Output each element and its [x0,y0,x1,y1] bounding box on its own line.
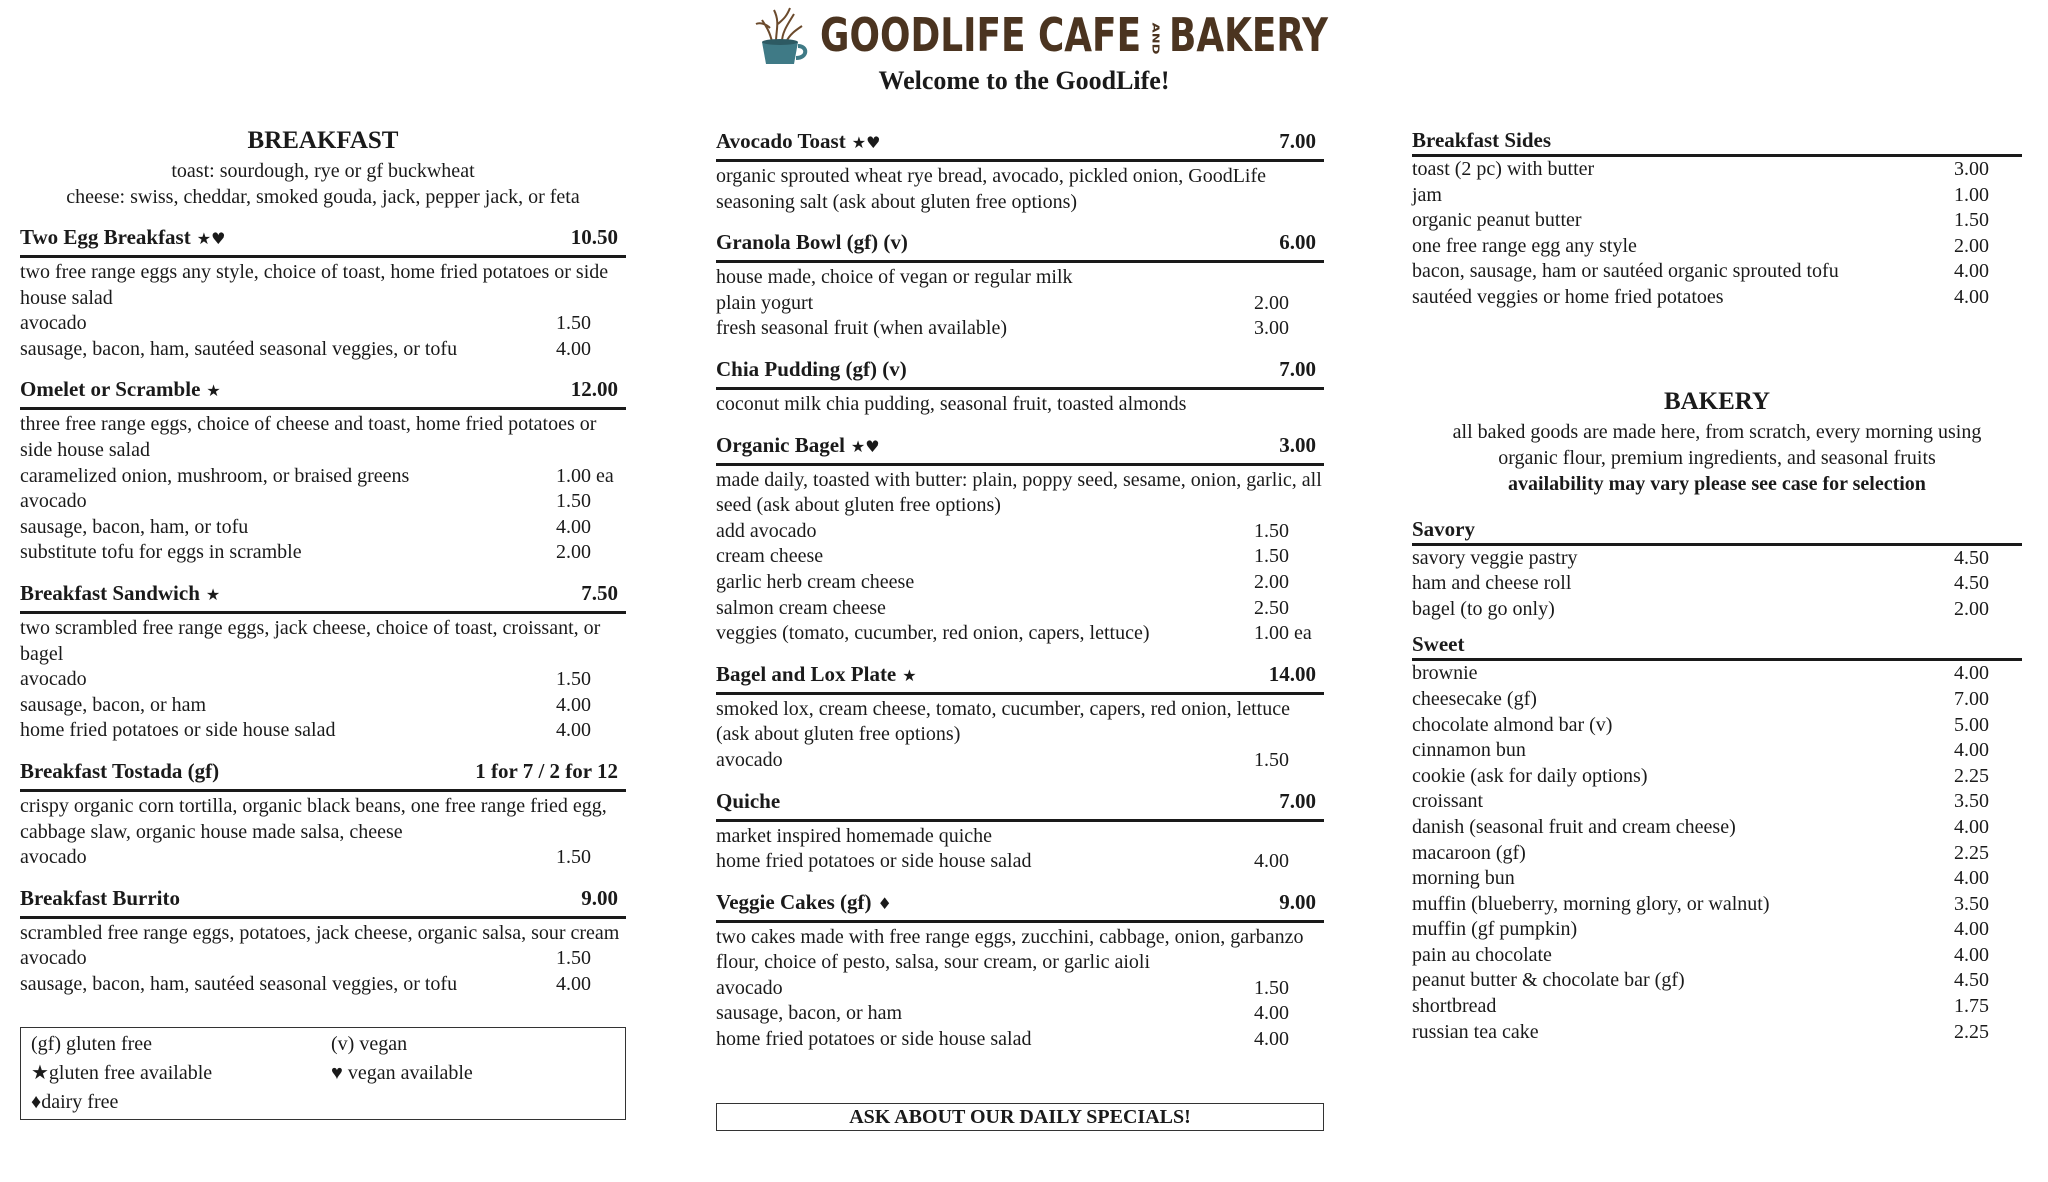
addon-label: home fried potatoes or side house salad [716,1028,1032,1051]
addon-price: 1.00 ea [1254,622,1312,645]
menu-item-diet-marks: ♦ [877,893,892,913]
menu-addon-row [716,1027,1324,1053]
sweet-row [1412,687,2022,713]
addon-label: avocado [20,490,87,513]
breakfast-note-cheese: cheese: swiss, cheddar, smoked gouda, jack, pepper jack, or feta [66,186,580,208]
menu-item-price: 7.50 [581,580,618,605]
middle-items [716,126,1324,1053]
menu-item-price: 7.00 [1279,129,1316,153]
sweet-row [1412,661,2022,687]
side-row-price: 1.50 [1954,209,1989,232]
menu-item-title [716,126,880,158]
legend-gluten-free-available: ★gluten free available [31,1062,213,1085]
sweet-title: Sweet [1412,630,2022,661]
addon-price: 4.00 [556,337,591,360]
menu-item-description: two scrambled free range eggs, jack cheese, choice of toast, croissant, or bagel [20,616,601,665]
addon-label: sausage, bacon, or ham [20,693,207,716]
sweet-row [1412,789,2022,815]
savory-row [1412,571,2022,597]
daily-specials-banner: ASK ABOUT OUR DAILY SPECIALS! [716,1103,1324,1131]
addon-price: 1.50 [1254,545,1289,568]
menu-item-description: two cakes made with free range eggs, zucchini, cabbage, onion, garbanzo flour, choice of pesto, salsa, sour cream, or garlic aioli [716,925,1304,974]
sweet-row-label: cheesecake (gf) [1412,687,1537,710]
menu-item-diet-marks: ★♥ [851,133,881,152]
sweet-row [1412,1020,2022,1046]
menu-addon-row [20,845,626,871]
side-row-label: jam [1412,183,1442,206]
side-row [1412,183,2022,209]
bakery-note-availability: availability may vary please see case for selection [1508,472,1926,495]
addon-price: 2.00 [556,541,591,564]
sweet-list [1412,661,2022,1045]
menu-item-name: Omelet or Scramble [20,377,201,402]
sweet-row-label: croissant [1412,790,1484,813]
menu-item-header [716,227,1324,263]
sweet-row-price: 4.00 [1954,867,1989,890]
menu-item-title [716,354,913,386]
legend-vegan: (v) vegan [331,1033,408,1056]
side-row-label: bacon, sausage, ham or sautéed organic sprouted tofu [1412,260,1839,283]
logo-text-bakery: BAKERY [1168,8,1329,62]
menu-addon-row [716,596,1324,622]
side-row-label: one free range egg any style [1412,234,1637,257]
sweet-row-label: brownie [1412,662,1478,685]
addon-label: avocado [20,312,87,335]
menu-item-name: Granola Bowl (gf) (v) [716,230,908,255]
menu-item-price: 1 for 7 / 2 for 12 [475,758,618,783]
menu-addon-row [716,621,1324,647]
legend-vegan-available: ♥ vegan available [331,1062,473,1085]
menu-item-description: two free range eggs any style, choice of toast, home fried potatoes or side house salad [20,261,609,309]
addon-label: sausage, bacon, ham, sautéed seasonal veggies, or tofu [20,972,458,995]
menu-item-name: Quiche [716,788,781,813]
addon-label: plain yogurt [716,291,814,314]
legend-gluten-free: (gf) gluten free [31,1033,153,1056]
menu-item [20,883,626,998]
addon-price: 1.00 ea [556,464,614,487]
sweet-row [1412,917,2022,943]
side-row [1412,285,2022,311]
menu-item-description: market inspired homemade quiche [716,824,993,847]
middle-column [716,126,1324,1131]
sweet-row-price: 5.00 [1954,713,1989,736]
menu-item-header [716,126,1324,162]
menu-item [20,756,626,871]
addon-price: 1.50 [1254,976,1289,999]
addon-price: 4.00 [556,515,591,538]
menu-item-header [20,883,626,919]
bakery-note-2: organic flour, premium ingredients, and seasonal fruits [1498,446,1936,469]
menu-item-price: 10.50 [570,225,618,249]
menu-item-name: Organic Bagel [716,432,845,457]
sweet-row [1412,866,2022,892]
menu-item [716,430,1324,647]
side-row [1412,208,2022,234]
sweet-row-price: 2.25 [1954,1020,1989,1043]
menu-item-header [716,887,1324,923]
sweet-row-label: russian tea cake [1412,1020,1539,1043]
addon-price: 1.50 [1254,748,1289,771]
side-row [1412,234,2022,260]
menu-addon-row [20,311,626,337]
addon-price: 2.00 [1254,570,1289,593]
legend-box [20,1027,626,1120]
menu-item-diet-marks: ★♥ [850,436,880,456]
sweet-row-price: 4.00 [1954,943,1989,966]
logo-wordmark [820,8,1329,62]
addon-price: 2.00 [1254,291,1289,314]
menu-item-name: Bagel and Lox Plate [716,661,897,686]
menu-item-header [716,786,1324,822]
sweet-row-price: 2.25 [1954,764,1989,787]
menu-item-header [716,354,1324,390]
menu-addon-row [716,316,1324,342]
sweet-row-price: 3.50 [1954,892,1989,915]
side-row [1412,259,2022,285]
menu-item-name: Two Egg Breakfast [20,225,191,249]
savory-title: Savory [1412,515,2022,546]
menu-addon-row [20,718,626,744]
menu-item [716,126,1324,215]
sweet-row-label: chocolate almond bar (v) [1412,713,1613,736]
side-row-price: 2.00 [1954,234,1989,257]
breakfast-note-toast: toast: sourdough, rye or gf buckwheat [171,160,475,182]
menu-item-description: three free range eggs, choice of cheese and toast, home fried potatoes or side house salad [20,413,597,461]
menu-item [716,786,1324,875]
addon-label: avocado [716,748,783,771]
menu-addon-row [716,291,1324,317]
legend-dairy-free: ♦dairy free [31,1091,119,1114]
menu-item-diet-marks: ★♥ [196,229,226,248]
menu-item-title [20,756,225,788]
menu-item-title [716,430,880,462]
sweet-row [1412,764,2022,790]
menu-item [20,578,626,744]
addon-label: avocado [20,846,87,869]
menu-addon-row [20,337,626,363]
menu-item-description: smoked lox, cream cheese, tomato, cucumber, capers, red onion, lettuce (ask about gluten free options) [716,697,1290,746]
sweet-row [1412,994,2022,1020]
menu-item-price: 3.00 [1279,432,1316,457]
sweet-row [1412,943,2022,969]
menu-item-title [716,227,914,259]
savory-row [1412,546,2022,572]
menu-item-name: Veggie Cakes (gf) [716,889,872,914]
addon-label: veggies (tomato, cucumber, red onion, capers, lettuce) [716,622,1150,645]
sweet-row-label: muffin (blueberry, morning glory, or walnut) [1412,892,1770,915]
coffee-cup-icon [752,2,814,68]
menu-item-header [20,578,626,614]
menu-item-name: Breakfast Tostada (gf) [20,758,220,783]
menu-addon-row [716,570,1324,596]
savory-row-price: 4.50 [1954,572,1989,595]
sweet-row-label: cookie (ask for daily options) [1412,764,1648,787]
cafe-logo [752,0,1329,70]
addon-label: avocado [20,947,87,970]
sweet-row [1412,968,2022,994]
addon-price: 1.50 [556,312,591,335]
side-row-label: toast (2 pc) with butter [1412,158,1595,180]
menu-item-price: 12.00 [570,377,618,402]
sweet-row-label: danish (seasonal fruit and cream cheese) [1412,815,1736,838]
menu-addon-row [716,544,1324,570]
sweet-row-price: 3.50 [1954,790,1989,813]
addon-price: 1.50 [556,668,591,691]
side-row-price: 3.00 [1954,158,1989,180]
addon-price: 2.50 [1254,596,1289,619]
menu-item-price: 6.00 [1279,230,1316,255]
sweet-row-price: 2.25 [1954,841,1989,864]
menu-addon-row [716,1001,1324,1027]
menu-addon-row [20,540,626,566]
breakfast-sides-title: Breakfast Sides [1412,126,2022,157]
addon-price: 1.50 [556,490,591,513]
sweet-row-price: 4.00 [1954,815,1989,838]
sweet-row-price: 4.00 [1954,918,1989,941]
breakfast-sides-list [1412,157,2022,311]
menu-item-diet-marks: ★ [205,584,221,604]
addon-label: add avocado [716,519,817,542]
sweet-row-label: cinnamon bun [1412,739,1526,762]
bakery-note-1: all baked goods are made here, from scratch, every morning using [1452,420,1982,443]
sweet-row [1412,815,2022,841]
menu-item-title [20,883,186,915]
menu-addon-row [20,489,626,515]
addon-price: 4.00 [1254,850,1289,873]
addon-label: home fried potatoes or side house salad [716,850,1032,873]
menu-item-title [20,578,220,610]
addon-label: avocado [716,976,783,999]
sweet-row-label: peanut butter & chocolate bar (gf) [1412,969,1685,992]
menu-item-description: organic sprouted wheat rye bread, avocado, pickled onion, GoodLife seasoning salt (ask about gluten free options) [716,165,1266,213]
side-row-price: 4.00 [1954,285,1989,308]
breakfast-column [20,126,626,1120]
side-row-label: sautéed veggies or home fried potatoes [1412,285,1724,308]
savory-row-label: savory veggie pastry [1412,546,1578,569]
addon-price: 4.00 [1254,1002,1289,1025]
sweet-row-price: 4.50 [1954,969,1989,992]
menu-addon-row [716,748,1324,774]
menu-item-description: made daily, toasted with butter: plain, poppy seed, sesame, onion, garlic, all seed (ask about gluten free options) [716,468,1322,517]
addon-label: caramelized onion, mushroom, or braised greens [20,464,410,487]
menu-item-title [20,222,225,254]
side-row-label: organic peanut butter [1412,209,1582,232]
savory-row-price: 2.00 [1954,597,1989,620]
logo-text: GOODLIFE CAFE [820,8,1142,62]
menu-addon-row [716,976,1324,1002]
savory-row-price: 4.50 [1954,546,1989,569]
menu-item-price: 7.00 [1279,356,1316,381]
sweet-row-label: muffin (gf pumpkin) [1412,918,1578,941]
addon-label: garlic herb cream cheese [716,570,915,593]
welcome-heading: Welcome to the GoodLife! [878,66,1170,95]
menu-addon-row [20,515,626,541]
breakfast-title: BREAKFAST [247,127,399,154]
sweet-row-price: 7.00 [1954,687,1989,710]
addon-label: home fried potatoes or side house salad [20,719,336,742]
addon-price: 4.00 [1254,1028,1289,1051]
addon-label: salmon cream cheese [716,596,886,619]
addon-label: sausage, bacon, ham, or tofu [20,515,249,538]
savory-row [1412,597,2022,623]
breakfast-items [20,222,626,997]
side-row [1412,157,2022,183]
savory-list [1412,546,2022,623]
menu-item-price: 9.00 [581,885,618,910]
addon-price: 4.00 [556,972,591,995]
menu-addon-row [716,849,1324,875]
menu-item [20,222,626,362]
menu-item-name: Breakfast Sandwich [20,580,200,605]
menu-item-title [716,786,786,818]
sweet-row-label: morning bun [1412,867,1515,890]
menu-item [716,227,1324,342]
menu-item [716,887,1324,1053]
addon-price: 3.00 [1254,317,1289,340]
menu-item-header [716,430,1324,466]
sweet-row-label: shortbread [1412,995,1497,1018]
menu-addon-row [20,972,626,998]
menu-item-description: coconut milk chia pudding, seasonal fruit, toasted almonds [716,392,1187,415]
menu-item [716,659,1324,774]
addon-price: 4.00 [556,693,591,716]
savory-row-label: ham and cheese roll [1412,572,1572,595]
menu-item-diet-marks: ★ [206,381,221,401]
right-column [1412,126,2022,1045]
menu-item-header [20,756,626,792]
menu-item-description: crispy organic corn tortilla, organic black beans, one free range fried egg, cabbage slaw, organic house made salsa, cheese [20,794,607,843]
addon-label: avocado [20,668,87,691]
addon-price: 1.50 [556,846,591,869]
sweet-row-price: 1.75 [1954,995,1989,1018]
sweet-row-label: macaroon (gf) [1412,841,1526,864]
menu-addon-row [20,667,626,693]
side-row-price: 4.00 [1954,260,1989,283]
menu-item-header [716,659,1324,695]
menu-item-name: Breakfast Burrito [20,885,181,910]
menu-item-name: Avocado Toast [716,129,846,153]
addon-price: 4.00 [556,719,591,742]
sweet-row-label: pain au chocolate [1412,943,1552,966]
menu-addon-row [716,519,1324,545]
side-row-price: 1.00 [1954,183,1989,206]
sweet-row [1412,713,2022,739]
menu-item-diet-marks: ★ [902,665,917,685]
menu-item-title [20,374,221,406]
sweet-row-price: 4.00 [1954,739,1989,762]
menu-item-price: 7.00 [1279,788,1316,813]
menu-item-price: 9.00 [1279,889,1316,914]
menu-addon-row [20,946,626,972]
sweet-row [1412,892,2022,918]
menu-item-header [20,222,626,258]
addon-label: sausage, bacon, ham, sautéed seasonal veggies, or tofu [20,337,458,360]
menu-item-price: 14.00 [1268,661,1316,686]
addon-label: cream cheese [716,545,824,568]
addon-price: 1.50 [1254,519,1289,542]
menu-addon-row [20,464,626,490]
sweet-row-price: 4.00 [1954,662,1989,685]
menu-item-name: Chia Pudding (gf) (v) [716,356,907,381]
sweet-row [1412,738,2022,764]
menu-item [716,354,1324,418]
savory-row-label: bagel (to go only) [1412,597,1555,620]
menu-item [20,374,626,566]
logo-and: AND [1149,22,1161,55]
menu-item-description: house made, choice of vegan or regular milk [716,266,1073,289]
menu-item-header [20,374,626,410]
sweet-row [1412,841,2022,867]
addon-label: sausage, bacon, or ham [716,1002,903,1025]
addon-price: 1.50 [556,947,591,970]
menu-item-description: scrambled free range eggs, potatoes, jack cheese, organic salsa, sour cream [20,921,620,944]
menu-item-title [716,887,892,919]
bakery-title: BAKERY [1663,387,1771,415]
addon-label: fresh seasonal fruit (when available) [716,317,1007,340]
menu-addon-row [20,693,626,719]
addon-label: substitute tofu for eggs in scramble [20,541,302,564]
menu-item-title [716,659,917,691]
